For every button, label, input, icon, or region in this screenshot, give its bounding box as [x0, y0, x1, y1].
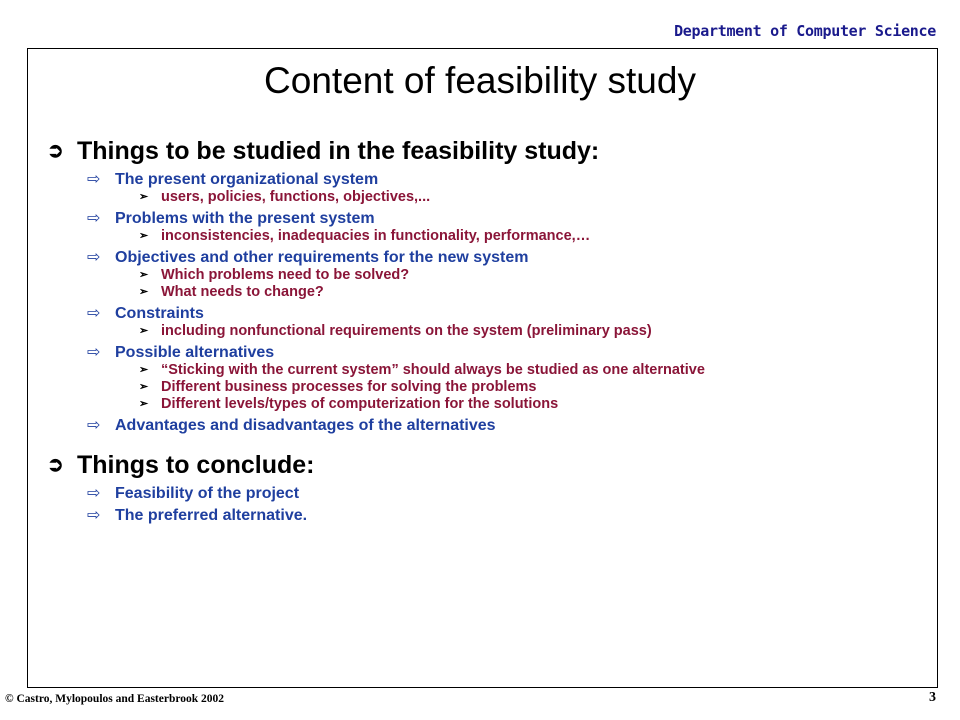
sub-list-item-text: Which problems need to be solved?	[161, 267, 410, 283]
list-item	[87, 305, 927, 323]
list-item	[87, 249, 927, 267]
list-item-text: Feasibility of the project	[115, 485, 300, 502]
page-number: 3	[929, 690, 936, 705]
outline-arrow-icon: ⇨	[87, 249, 101, 266]
sub-list-item-text: “Sticking with the current system” should always be studied as one alternative	[161, 362, 705, 378]
outline-arrow-icon: ⇨	[87, 507, 101, 524]
outline-arrow-icon: ⇨	[87, 210, 101, 227]
sub-list-item-text: users, policies, functions, objectives,...	[161, 189, 431, 205]
curved-arrow-icon: ➲	[47, 140, 64, 162]
outline-arrow-icon: ⇨	[87, 171, 101, 188]
sub-list-item	[139, 396, 927, 413]
sub-list-item	[139, 284, 927, 301]
arrowhead-icon: ➢	[139, 381, 149, 393]
outline-arrow-icon: ⇨	[87, 417, 101, 434]
list-item-text: Possible alternatives	[115, 344, 275, 361]
arrowhead-icon: ➢	[139, 364, 149, 376]
sub-list-item-text: Different levels/types of computerization for the solutions	[161, 396, 559, 412]
department-label: Department of Computer Science	[674, 22, 936, 40]
sub-list-item	[139, 323, 927, 340]
slide-title: Content of feasibility study	[264, 60, 696, 101]
arrowhead-icon: ➢	[139, 230, 149, 242]
list-item-text: Objectives and other requirements for the new system	[115, 249, 529, 266]
arrowhead-icon: ➢	[139, 398, 149, 410]
section-heading-text: Things to be studied in the feasibility study:	[77, 137, 600, 165]
list-item	[87, 507, 927, 525]
list-item	[87, 485, 927, 503]
list-item	[87, 171, 927, 189]
arrowhead-icon: ➢	[139, 191, 149, 203]
list-item-text: Advantages and disadvantages of the alternatives	[115, 417, 496, 434]
outline-arrow-icon: ⇨	[87, 344, 101, 361]
curved-arrow-icon: ➲	[47, 454, 64, 476]
sub-list-item	[139, 189, 927, 206]
list-item-text: The preferred alternative.	[115, 507, 308, 524]
list-item	[87, 210, 927, 228]
section-heading	[47, 449, 927, 481]
sub-list-item	[139, 267, 927, 284]
sub-list-item-text: including nonfunctional requirements on the system (preliminary pass)	[161, 323, 652, 339]
list-item-text: Constraints	[115, 305, 204, 322]
outline-arrow-icon: ⇨	[87, 485, 101, 502]
list-item	[87, 344, 927, 362]
arrowhead-icon: ➢	[139, 325, 149, 337]
section-heading-text: Things to conclude:	[77, 451, 315, 479]
outline-arrow-icon: ⇨	[87, 305, 101, 322]
sub-list-item-text: inconsistencies, inadequacies in functionality, performance,…	[161, 228, 591, 244]
section-heading	[47, 135, 927, 167]
copyright-notice: © Castro, Mylopoulos and Easterbrook 2002	[5, 693, 225, 705]
list-item	[87, 417, 927, 435]
arrowhead-icon: ➢	[139, 286, 149, 298]
sub-list-item	[139, 228, 927, 245]
list-item-text: Problems with the present system	[115, 210, 375, 227]
sub-list-item-text: Different business processes for solving the problems	[161, 379, 537, 395]
arrowhead-icon: ➢	[139, 269, 149, 281]
sub-list-item-text: What needs to change?	[161, 284, 324, 300]
section-spacer	[47, 435, 927, 449]
slide-content	[47, 135, 927, 525]
sub-list-item	[139, 379, 927, 396]
sub-list-item	[139, 362, 927, 379]
list-item-text: The present organizational system	[115, 171, 379, 188]
